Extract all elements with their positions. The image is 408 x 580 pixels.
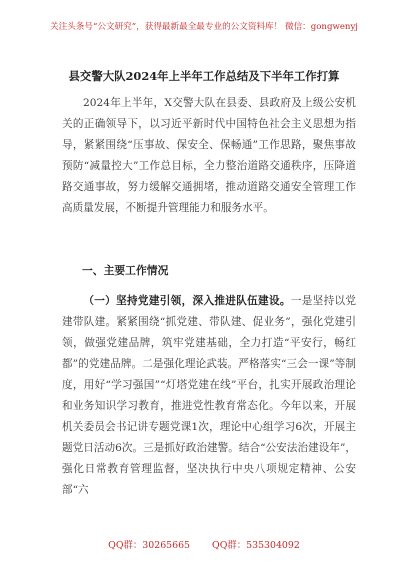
document-title: 县交警大队2024年上半年工作总结及下半年工作打算 — [68, 69, 340, 83]
intro-text: 2024年上半年，X交警大队在县委、县政府及上级公安机关的正确领导下，以习近平新时代中国特色社会主义思想为指导，紧紧围绕“压事故、保安全、保畅通”工作思路，聚焦事故预防“减量控大”工作总目标，全力整治道路交通秩序，压降道路交通事故，努力缓解交通拥堵，推动道路交通安全管理工作高质量发展，不断提升管理能力和服务水平。 — [62, 97, 356, 214]
subsection-heading: （一）坚持党建引领，深入推进队伍建设。 — [83, 295, 291, 307]
subsection-paragraph-party-building — [62, 291, 356, 501]
contact-footer — [0, 537, 408, 551]
qq-group-1: QQ群：30265665 — [108, 540, 191, 551]
section-heading-main-work: 一、主要工作情况 — [82, 264, 169, 277]
intro-paragraph — [62, 93, 356, 219]
qq-group-2: QQ群：535304092 — [212, 540, 300, 551]
promo-banner: 关注头条号“公文研究”，获得最新最全最专业的公文资料库！ 微信：gongwenyj — [50, 22, 358, 32]
subsection-body: 一是坚持以党建带队建。紧紧围绕“抓党建、带队建、促业务”，强化党建引领，做强党建品牌，筑牢党建基础，全力打造“平安行，畅红都”的党建品牌。二是强化理论武装。严格落实“三会一课”等制度，用好“学习强国”“灯塔党建在线”平台，扎实开展政治理论和业务知识学习教育，推进党性教育常态化。今年以来，开展机关委员会书记讲专题党课1次，理论中心组学习6次，开展主题党日活动6次。三是抓好政治建警。结合“公安法治建设年”，强化日常教育管理监督，坚决执行中央八项规定精神、公安部“六 — [62, 295, 357, 496]
